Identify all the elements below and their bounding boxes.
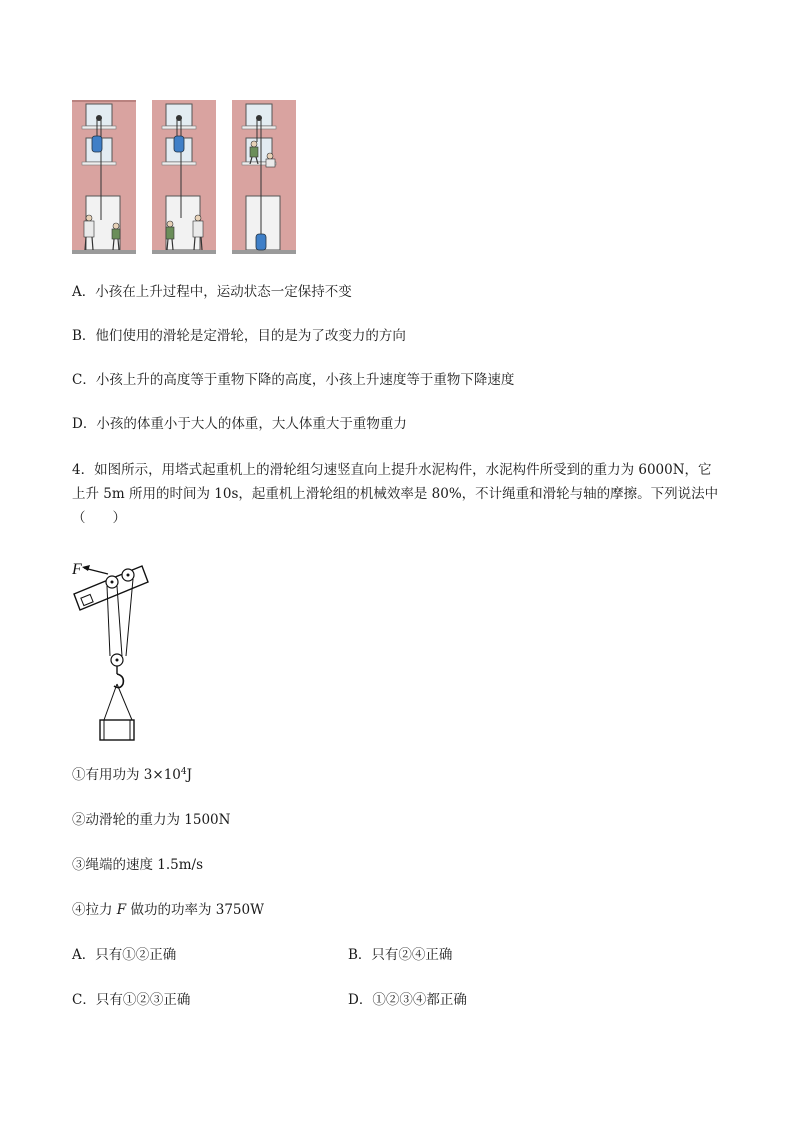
q3-option-d: D．小孩的体重小于大人的体重，大人体重大于重物重力 [72, 416, 407, 432]
figure-panel-2 [152, 100, 216, 254]
q4-statement-4: ④拉力 F 做功的功率为 3750W [72, 902, 264, 918]
q4-stem: 4．如图所示，用塔式起重机上的滑轮组匀速竖直向上提升水泥构件，水泥构件所受到的重力为 6000N，它上升 5m 所用的时间为 10s，起重机上滑轮组的机械效率是 80%，不计绳重和滑轮与轴的摩擦。下列说法中（ ） [72, 462, 719, 526]
q4-statement-1: ①有用功为 $3\times 10^4J$ [72, 767, 193, 783]
q4-choice-b: B．只有②④正确 [348, 947, 453, 963]
q3-option-a: A．小孩在上升过程中，运动状态一定保持不变 [72, 284, 352, 300]
q4-choice-c: C．只有①②③正确 [72, 992, 191, 1008]
q4-statement-3: ③绳端的速度 1.5m/s [72, 857, 204, 873]
crane-pulley-figure [70, 560, 150, 746]
q4-choice-a: A．只有①②正确 [72, 947, 177, 963]
q4-statement-2: ②动滑轮的重力为 1500N [72, 812, 231, 828]
q4-choice-d: D．①②③④都正确 [348, 992, 467, 1008]
figure-panel-1 [72, 100, 136, 254]
q3-option-c: C．小孩上升的高度等于重物下降的高度，小孩上升速度等于重物下降速度 [72, 372, 515, 388]
figure-panel-3 [232, 100, 296, 254]
force-f-label: F [72, 561, 82, 578]
q3-option-b: B．他们使用的滑轮是定滑轮，目的是为了改变力的方向 [72, 328, 406, 344]
